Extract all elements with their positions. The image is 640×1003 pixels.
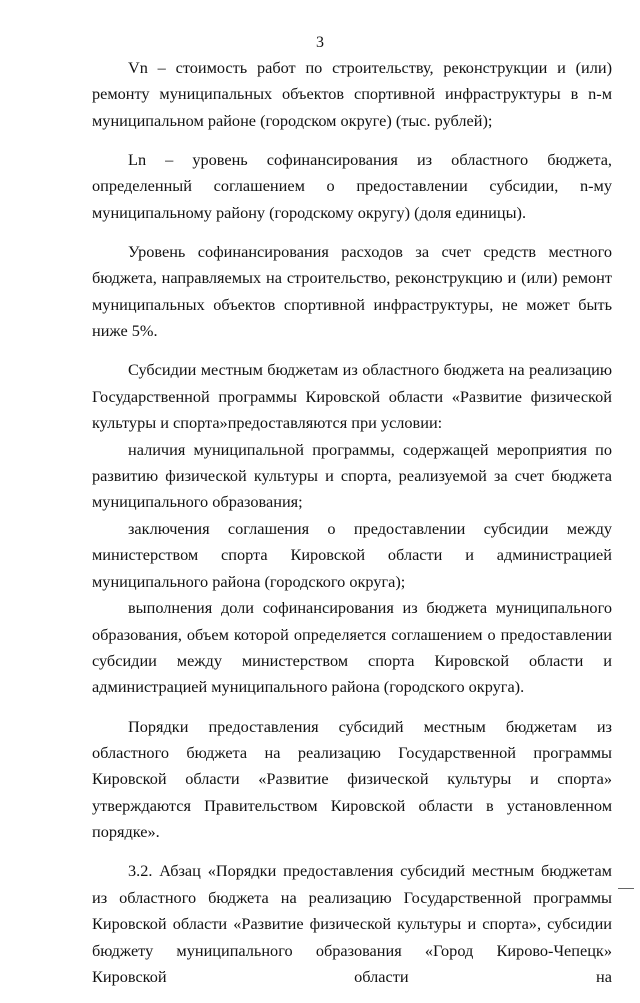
- paragraph-condition-program: наличия муниципальной программы, содержащей мероприятия по развитию физической культуры и спорта, реализуемой за счет бюджета муниципального образования;: [92, 439, 612, 512]
- scan-edge-mark: [618, 888, 634, 889]
- paragraph-approval-procedure: Порядки предоставления субсидий местным бюджетам из областного бюджета на реализацию Государственной программы Кировской области «Развитие физической культуры и спорта» утверждаются Правительством Кировской области в установленном порядке».: [92, 716, 612, 842]
- paragraph-subsidy-conditions: Субсидии местным бюджетам из областного бюджета на реализацию Государственной программы Кировской области «Развитие физической культуры и спорта»предоставляются при условии:: [92, 360, 612, 433]
- document-body: [92, 55, 612, 1003]
- paragraph-vn-definition: Vn – стоимость работ по строительству, реконструкции и (или) ремонту муниципальных объектов спортивной инфраструктуры в n-м муниципальном районе (городском округе) (тыс. рублей);: [92, 58, 612, 130]
- paragraph-condition-cofinancing: выполнения доли софинансирования из бюджета муниципального образования, объем которой определяется соглашением о предоставлении субсидии между министерством спорта Кировской области и администрацией муниципального района (городского округа).: [92, 598, 612, 697]
- paragraph-condition-agreement: заключения соглашения о предоставлении субсидии между министерством спорта Кировской области и администрацией муниципального района (городского округа);: [92, 518, 612, 591]
- paragraph-ln-definition: Ln – уровень софинансирования из областного бюджета, определенный соглашением о предоставлении субсидии, n-му муниципальному району (городскому округу) (доля единицы).: [92, 150, 612, 222]
- page-number: 3: [316, 34, 324, 51]
- paragraph-amendment-3-2: 3.2. Абзац «Порядки предоставления субсидий местным бюджетам из областного бюджета на реализацию Государственной программы Кировской области «Развитие физической культуры и спорта», субсидии бюджету муниципального образования «Город Кирово-Чепецк» Кировской области на: [92, 861, 612, 986]
- paragraph-cofinancing-level: Уровень софинансирования расходов за счет средств местного бюджета, направляемых на строительство, реконструкцию и (или) ремонт муниципальных объектов спортивной инфраструктуры, не может быть ниже 5%.: [92, 242, 612, 341]
